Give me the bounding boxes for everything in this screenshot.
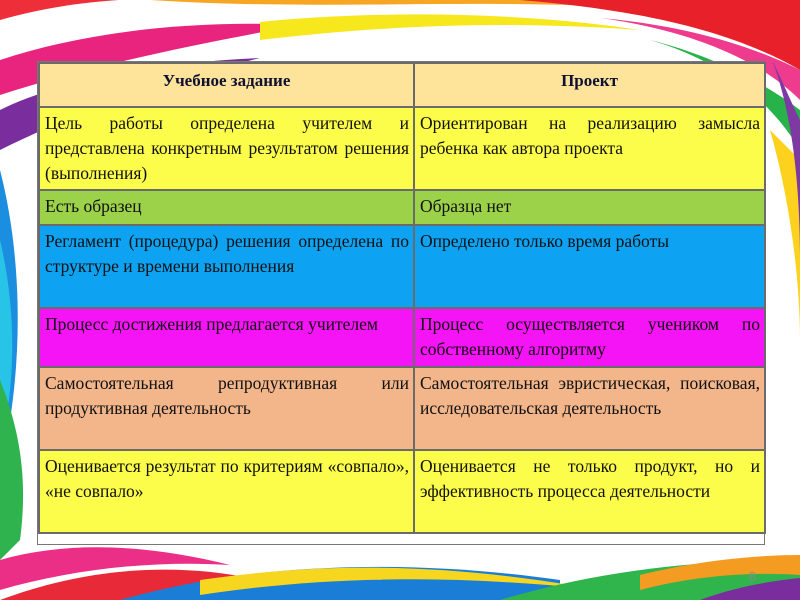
page-number: 8: [748, 569, 756, 584]
cell-task: Самостоятельная репродуктивная или продуктивная деятельность: [39, 367, 414, 450]
cell-project: Определено только время работы: [414, 225, 765, 308]
comparison-table-container: [38, 62, 764, 544]
cell-task: Регламент (процедура) решения определена по структуре и времени выполнения: [39, 225, 414, 308]
table-row: [39, 190, 765, 225]
header-learning-task: Учебное задание: [39, 63, 414, 107]
header-project: Проект: [414, 63, 765, 107]
cell-task: Есть образец: [39, 190, 414, 225]
comparison-table: [38, 62, 766, 534]
cell-project: Процесс осуществляется учеником по собственному алгоритму: [414, 308, 765, 367]
table-header-row: [39, 63, 765, 107]
table-row: [39, 225, 765, 308]
cell-project: Ориентирован на реализацию замысла ребенка как автора проекта: [414, 107, 765, 190]
table-row: [39, 450, 765, 533]
table-row: [39, 367, 765, 450]
cell-project: Самостоятельная эвристическая, поисковая, исследовательская деятельность: [414, 367, 765, 450]
cell-task: Процесс достижения предлагается учителем: [39, 308, 414, 367]
table-row: [39, 107, 765, 190]
swoosh-top-yellow: [260, 14, 640, 40]
cell-project: Оценивается не только продукт, но и эффективность процесса деятельности: [414, 450, 765, 533]
table-row: [39, 308, 765, 367]
cell-project: Образца нет: [414, 190, 765, 225]
cell-task: Оценивается результат по критериям «совпало», «не совпало»: [39, 450, 414, 533]
cell-task: Цель работы определена учителем и представлена конкретным результатом решения (выполнения): [39, 107, 414, 190]
